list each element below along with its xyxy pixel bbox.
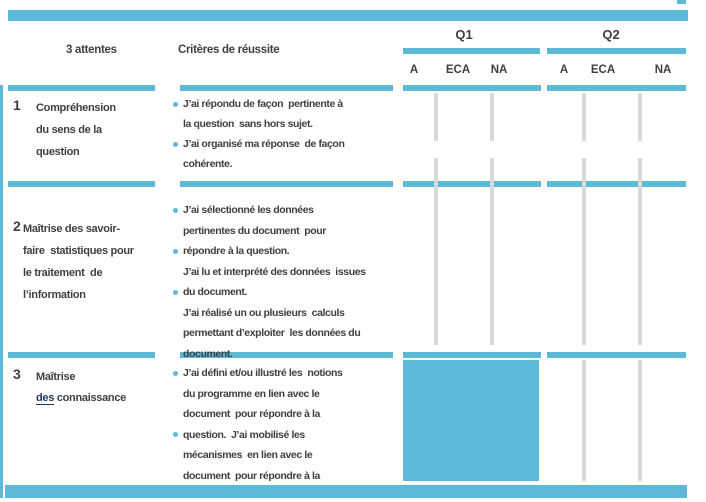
q2-subcol-a: A (559, 64, 569, 76)
q2-subcol-na: NA (654, 64, 672, 76)
line-text: du document. (183, 286, 248, 299)
q1-divider-a-eca-row1 (434, 93, 438, 141)
line-text: faire statistiques pour (23, 245, 134, 257)
line-text: Maîtrise des savoir- (23, 223, 120, 235)
row1-separator-col1 (8, 181, 155, 187)
line-text: du programme en lien avec le (183, 387, 320, 400)
header-separator-col2 (180, 85, 393, 91)
bullet-icon (173, 432, 178, 437)
line-text: question (36, 146, 80, 158)
text-line (36, 97, 116, 119)
bullet-icon (173, 249, 178, 254)
text-line (23, 218, 134, 240)
text-line (170, 425, 406, 446)
line-text: permettant d’exploiter les données du (183, 327, 361, 340)
text-line (170, 241, 406, 262)
row2-criteria-list (170, 200, 406, 360)
text-line (170, 466, 406, 487)
left-border-bar (0, 85, 3, 498)
row1-separator-col2 (180, 181, 393, 187)
line-text: la question sans hors sujet. (183, 118, 313, 130)
row2-separator-q1 (403, 352, 541, 358)
text-line (36, 366, 126, 388)
q1-subcol-eca: ECA (445, 64, 471, 76)
line-text: document pour répondre à la (183, 408, 320, 421)
bullet-icon (173, 290, 178, 295)
text-line (170, 323, 406, 344)
row3-attente-label (36, 366, 126, 409)
text-line (170, 154, 406, 174)
line-text: mécanismes en lien avec le (183, 449, 313, 462)
line-text: document. (183, 347, 233, 360)
q1-column-header: Q1 (455, 27, 473, 42)
row1-separator-q1 (403, 181, 541, 187)
bullet-icon (173, 102, 178, 107)
row1-attente-label (36, 97, 116, 163)
bullet-icon (173, 142, 178, 147)
text-line (170, 344, 406, 365)
bullet-icon (173, 371, 178, 376)
q1-divider-a-eca-row2 (434, 158, 438, 345)
line-text: Compréhension (36, 102, 116, 114)
text-line (170, 282, 406, 303)
row3-number: 3 (13, 366, 21, 382)
header-separator-col1 (8, 85, 155, 91)
text-line (36, 141, 116, 163)
line-text: du sens de la (36, 124, 102, 136)
line-text: J’ai répondu de façon pertinente à (183, 98, 343, 110)
q2-column-header: Q2 (602, 27, 620, 42)
q1-subcol-a: A (409, 64, 419, 76)
text-line (23, 240, 134, 262)
header-separator-q1 (403, 85, 541, 91)
q2-divider-a-eca-row2 (582, 158, 586, 345)
text-line (36, 388, 126, 410)
line-text: connaissance (54, 392, 126, 405)
line-text: pertinentes du document pour (183, 224, 326, 237)
q2-divider-a-eca-row3 (582, 360, 586, 481)
q2-divider-eca-na-row2 (638, 158, 642, 345)
line-text: J’ai sélectionné les données (183, 204, 314, 217)
q1-subcol-na: NA (490, 64, 508, 76)
q2-divider-eca-na-row1 (638, 93, 642, 141)
row1-number: 1 (13, 97, 21, 113)
q1-divider-eca-na-row2 (490, 158, 494, 345)
criteres-column-header: Critères de réussite (178, 44, 280, 56)
text-line (170, 363, 406, 384)
top-border-bar (8, 10, 688, 21)
row2-number: 2 (13, 218, 21, 234)
text-line (170, 384, 406, 405)
line-text: répondre à la question. (183, 245, 290, 258)
line-text: document pour répondre à la (183, 469, 320, 482)
q1-row3-filled-cell (403, 360, 539, 481)
line-text: question. J’ai mobilisé les (183, 428, 305, 441)
bullet-icon (173, 208, 178, 213)
text-line (170, 404, 406, 425)
text-line (170, 303, 406, 324)
line-text: J’ai lu et interprété des données issues (183, 265, 366, 278)
row2-separator-q2 (547, 352, 686, 358)
line-text: le traitement de (23, 267, 103, 279)
text-line (23, 262, 134, 284)
text-line (170, 262, 406, 283)
line-text: J’ai organisé ma réponse de façon (183, 138, 345, 150)
q2-subcol-eca: ECA (590, 64, 616, 76)
line-text: J’ai défini et/ou illustré les notions (183, 367, 343, 380)
text-line (170, 200, 406, 221)
row1-separator-q2 (547, 181, 686, 187)
underlined-word: des (36, 391, 55, 404)
row2-attente-label (23, 218, 134, 306)
q2-underline-bar (547, 48, 686, 54)
top-right-corner-mark (677, 0, 686, 4)
text-line (170, 221, 406, 242)
line-text: Maîtrise (36, 370, 76, 383)
q2-divider-a-eca-row1 (582, 93, 586, 141)
q2-divider-eca-na-row3 (638, 360, 642, 481)
q1-underline-bar (403, 48, 540, 54)
row1-criteria-list (170, 94, 406, 174)
line-text: cohérente. (183, 158, 233, 170)
text-line (23, 284, 134, 306)
line-text: l’information (23, 289, 86, 301)
text-line (170, 134, 406, 154)
bottom-border-bar (5, 485, 687, 498)
text-line (170, 445, 406, 466)
text-line (170, 94, 406, 114)
text-line (36, 119, 116, 141)
text-line (170, 114, 406, 134)
header-separator-q2 (547, 85, 686, 91)
q1-divider-eca-na-row1 (490, 93, 494, 141)
line-text: J’ai réalisé un ou plusieurs calculs (183, 306, 345, 319)
row3-criteria-list (170, 363, 406, 486)
row2-separator-col1 (8, 352, 155, 358)
attentes-column-header: 3 attentes (66, 44, 117, 56)
